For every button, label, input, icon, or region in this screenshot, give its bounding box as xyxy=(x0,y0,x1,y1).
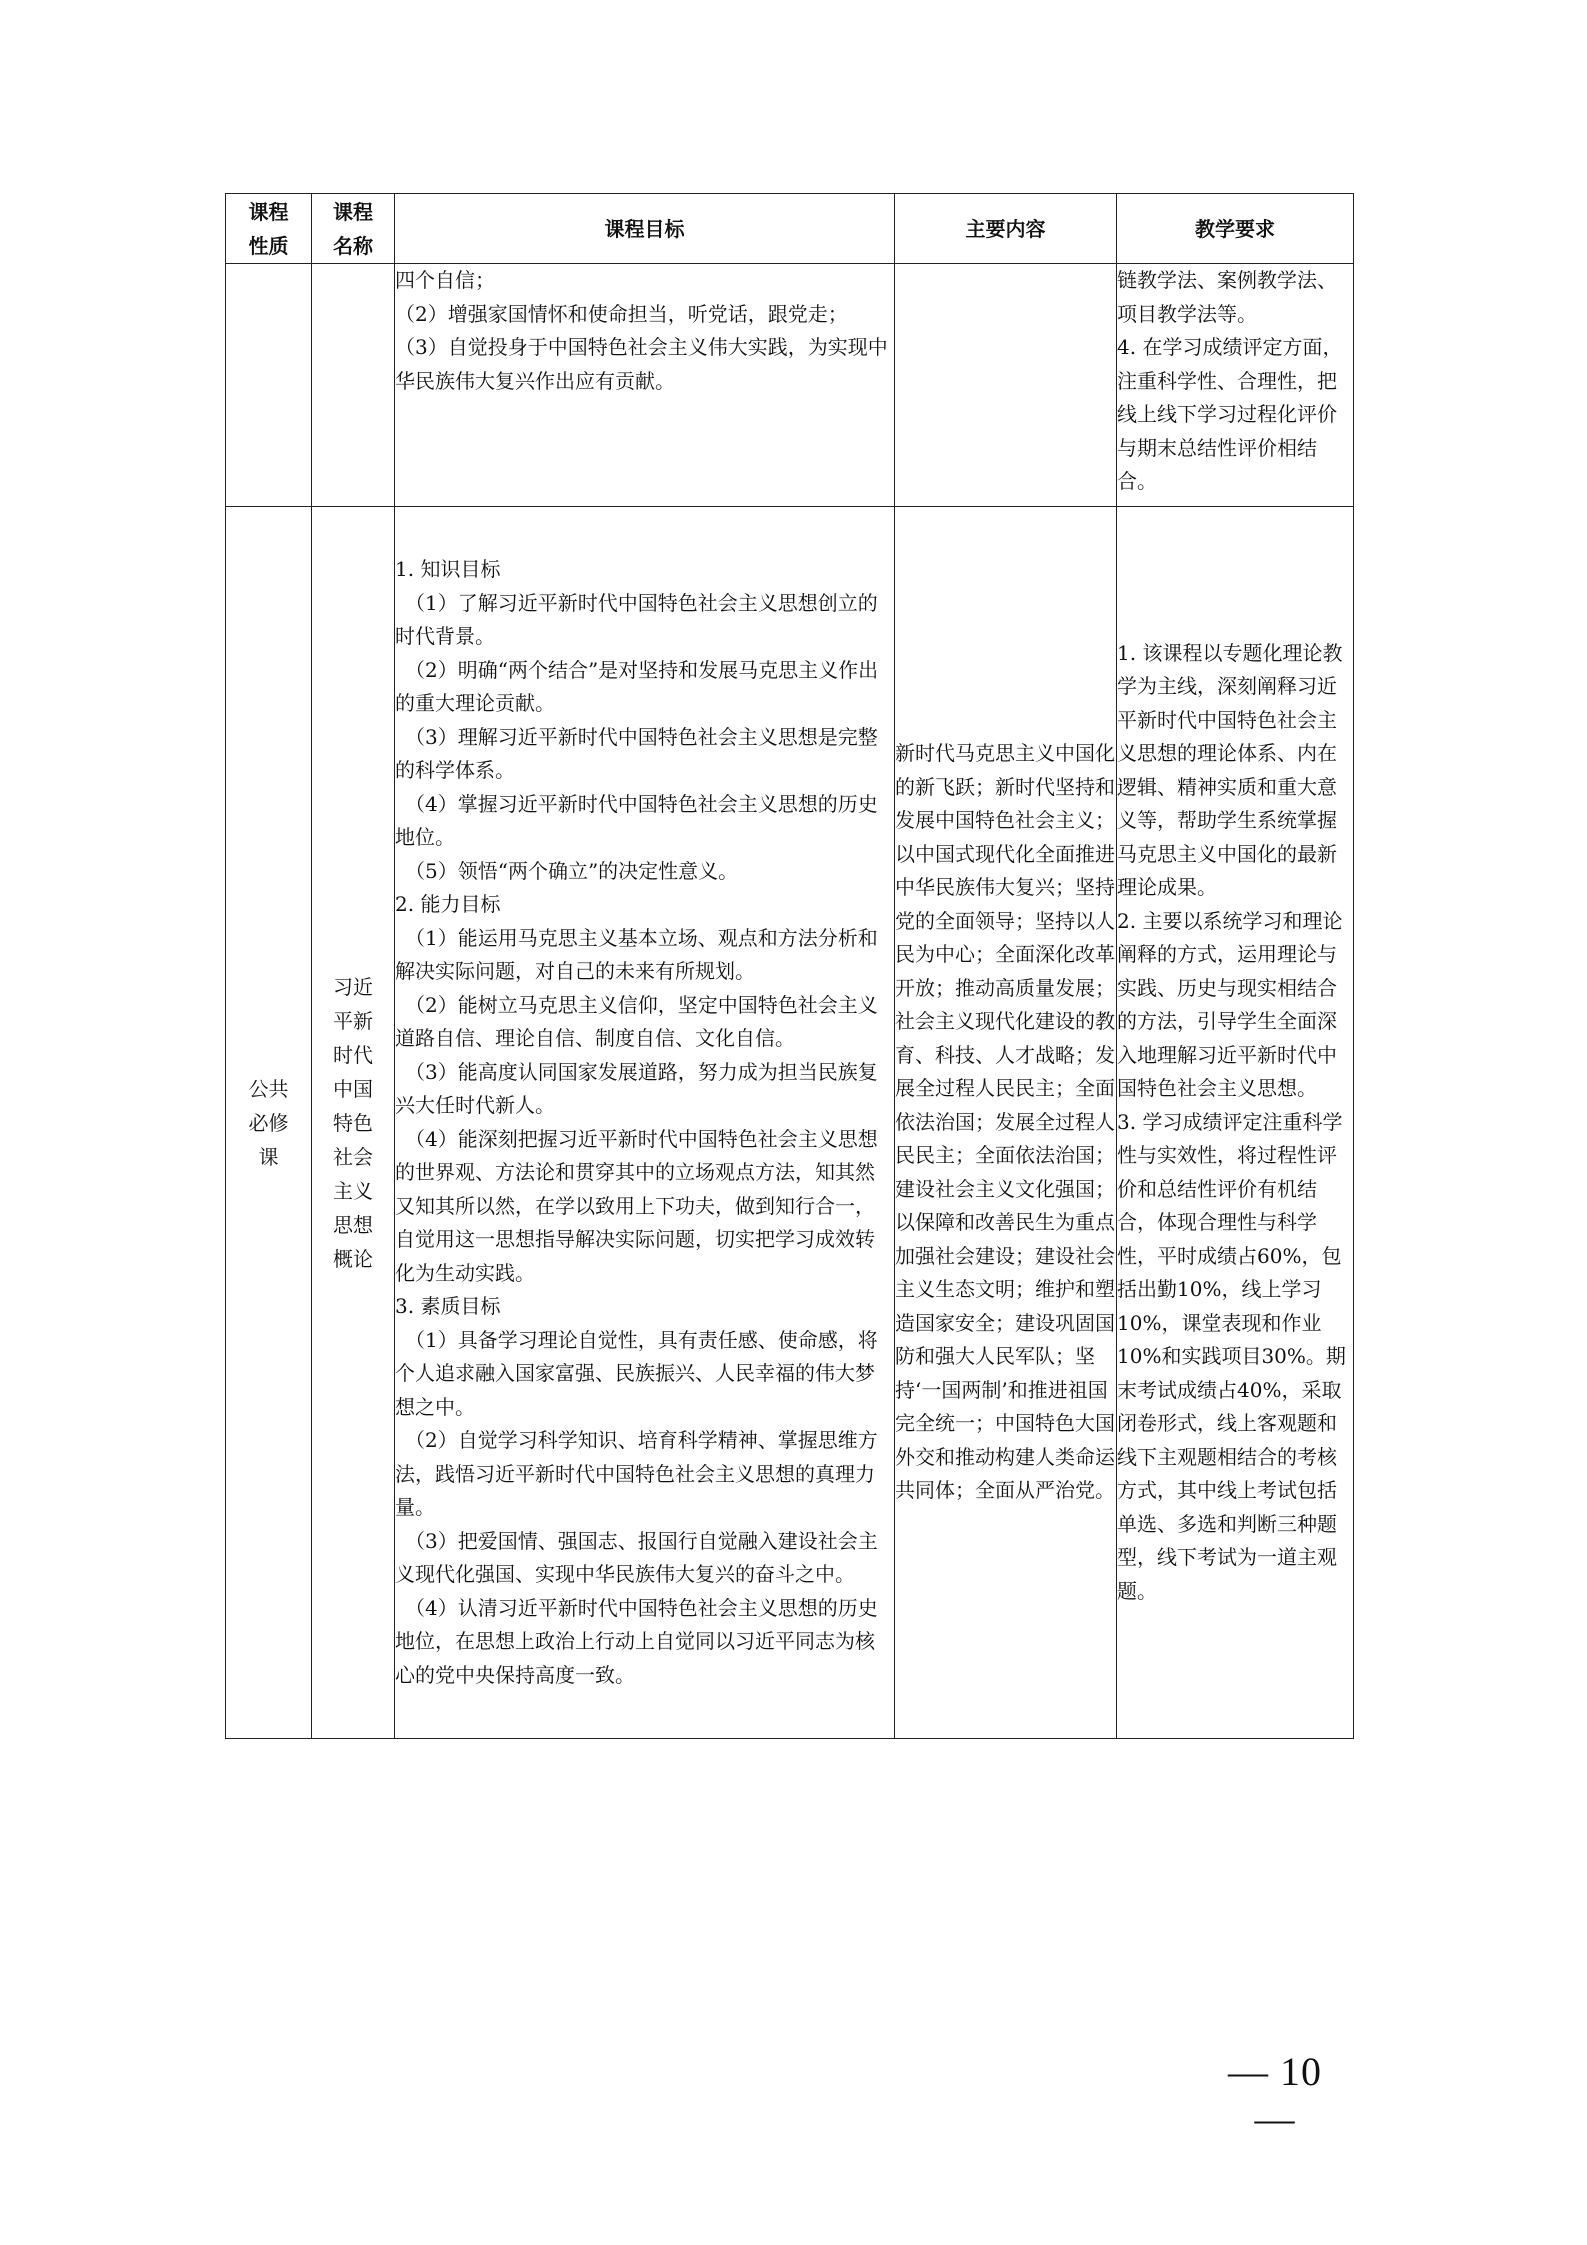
goal-line: （3）理解习近平新时代中国特色社会主义思想是完整的科学体系。 xyxy=(395,724,878,782)
goal-heading: 3. 素质目标 xyxy=(395,1294,501,1318)
requirements-cell xyxy=(1117,264,1354,507)
course-table xyxy=(225,193,1354,1739)
goal-line: （2）明确“两个结合”是对坚持和发展马克思主义作出的重大理论贡献。 xyxy=(395,657,879,715)
requirement-line: 2. 主要以系统学习和理论阐释的方式，运用理论与实践、历史与现实相结合的方法，引导学生全面深入地理解习近平新时代中国特色社会主义思想。 xyxy=(1117,908,1343,1101)
table-header-row xyxy=(226,194,1354,264)
content-cell xyxy=(895,507,1117,1739)
requirement-line: 1. 该课程以专题化理论教学为主线，深刻阐释习近平新时代中国特色社会主义思想的理论体系、内在逻辑、精神实质和重大意义等，帮助学生系统掌握马克思主义中国化的最新理论成果。 xyxy=(1117,640,1343,900)
goal-line: （1）能运用马克思主义基本立场、观点和方法分析和解决实际问题，对自己的未来有所规划。 xyxy=(395,925,878,983)
goal-line: （3）能高度认同国家发展道路，努力成为担当民族复兴大任时代新人。 xyxy=(395,1059,878,1117)
goal-line: （3）自觉投身于中国特色社会主义伟大实践，为实现中华民族伟大复兴作出应有贡献。 xyxy=(395,335,888,393)
goal-line: （5）领悟“两个确立”的决定性意义。 xyxy=(405,858,739,883)
course-nature-cell: 公共 必修 课 xyxy=(226,507,312,1739)
goal-line: （1）具备学习理论自觉性，具有责任感、使命感，将个人追求融入国家富强、民族振兴、人民幸福的伟大梦想之中。 xyxy=(395,1327,878,1419)
goal-line: （4）认清习近平新时代中国特色社会主义思想的历史地位，在思想上政治上行动上自觉同以习近平同志为核心的党中央保持高度一致。 xyxy=(395,1595,878,1687)
requirement-line: 4. 在学习成绩评定方面，注重科学性、合理性，把线上线下学习过程化评价与期末总结性评价相结合。 xyxy=(1117,335,1343,493)
goal-heading: 1. 知识目标 xyxy=(395,557,501,581)
page-number: — 10 — xyxy=(1228,2049,1322,2141)
table-row xyxy=(226,264,1354,507)
requirements-cell xyxy=(1117,507,1354,1739)
name-cell xyxy=(312,264,395,507)
header-course-nature: 课程 性质 xyxy=(226,194,312,264)
goal-line: （2）能树立马克思主义信仰，坚定中国特色社会主义道路自信、理论自信、制度自信、文化自信。 xyxy=(395,992,878,1050)
main-content-text: 新时代马克思主义中国化的新飞跃；新时代坚持和发展中国特色社会主义；以中国式现代化全面推进中华民族伟大复兴；坚持党的全面领导；坚持以人民为中心；全面深化改革开放；推动高质量发展；社会主义现代化建设的教育、科技、人才战略；发展全过程人民民主；全面依法治国；发展全过程人民民主；全面依法治国；建设社会主义文化强国；以保障和改善民生为重点加强社会建设；建设社会主义生态文明；维护和塑造国家安全；建设巩固国防和强大人民军队；坚持‘一国两制’和推进祖国完全统一；中国特色大国外交和推动构建人类命运共同体；全面从严治党。 xyxy=(895,741,1115,1503)
goal-line: （4）能深刻把握习近平新时代中国特色社会主义思想的世界观、方法论和贯穿其中的立场观点方法，知其然又知其所以然，在学以致用上下功夫，做到知行合一，自觉用这一思想指导解决实际问题，切实把学习成效转化为生动实践。 xyxy=(395,1126,878,1285)
header-course-goals: 课程目标 xyxy=(395,194,895,264)
content-cell xyxy=(895,264,1117,507)
requirement-line: 3. 学习成绩评定注重科学性与实效性，将过程性评价和总结性评价有机结合，体现合理性与科学性，平时成绩占60%，包括出勤10%，线上学习10%，课堂表现和作业10%和实践项目30%。期末考试成绩占40%，采取闭卷形式，线上客观题和线下主观题相结合的考核方式，其中线上考试包括单选、多选和判断三种题型，线下考试为一道主观题。 xyxy=(1117,1109,1346,1603)
goals-cell xyxy=(395,264,895,507)
goal-line: （2）增强家国情怀和使命担当，听党话，跟党走； xyxy=(395,301,848,326)
goals-cell xyxy=(395,507,895,1739)
goal-line: （1）了解习近平新时代中国特色社会主义思想创立的时代背景。 xyxy=(395,590,878,648)
goal-line: （3）把爱国情、强国志、报国行自觉融入建设社会主义现代化强国、实现中华民族伟大复兴的奋斗之中。 xyxy=(395,1528,878,1586)
header-teaching-requirements: 教学要求 xyxy=(1117,194,1354,264)
header-main-content: 主要内容 xyxy=(895,194,1117,264)
nature-cell xyxy=(226,264,312,507)
goal-line: （4）掌握习近平新时代中国特色社会主义思想的历史地位。 xyxy=(395,791,878,849)
table-row xyxy=(226,507,1354,1739)
goal-line: （2）自觉学习科学知识、培育科学精神、掌握思维方法，践悟习近平新时代中国特色社会主义思想的真理力量。 xyxy=(395,1428,878,1519)
goal-line: 四个自信； xyxy=(395,268,495,292)
course-name-cell: 习近 平新 时代 中国 特色 社会 主义 思想 概论 xyxy=(312,507,395,1739)
goal-heading: 2. 能力目标 xyxy=(395,892,501,916)
header-course-name: 课程 名称 xyxy=(312,194,395,264)
requirement-line: 链教学法、案例教学法、项目教学法等。 xyxy=(1117,268,1337,326)
